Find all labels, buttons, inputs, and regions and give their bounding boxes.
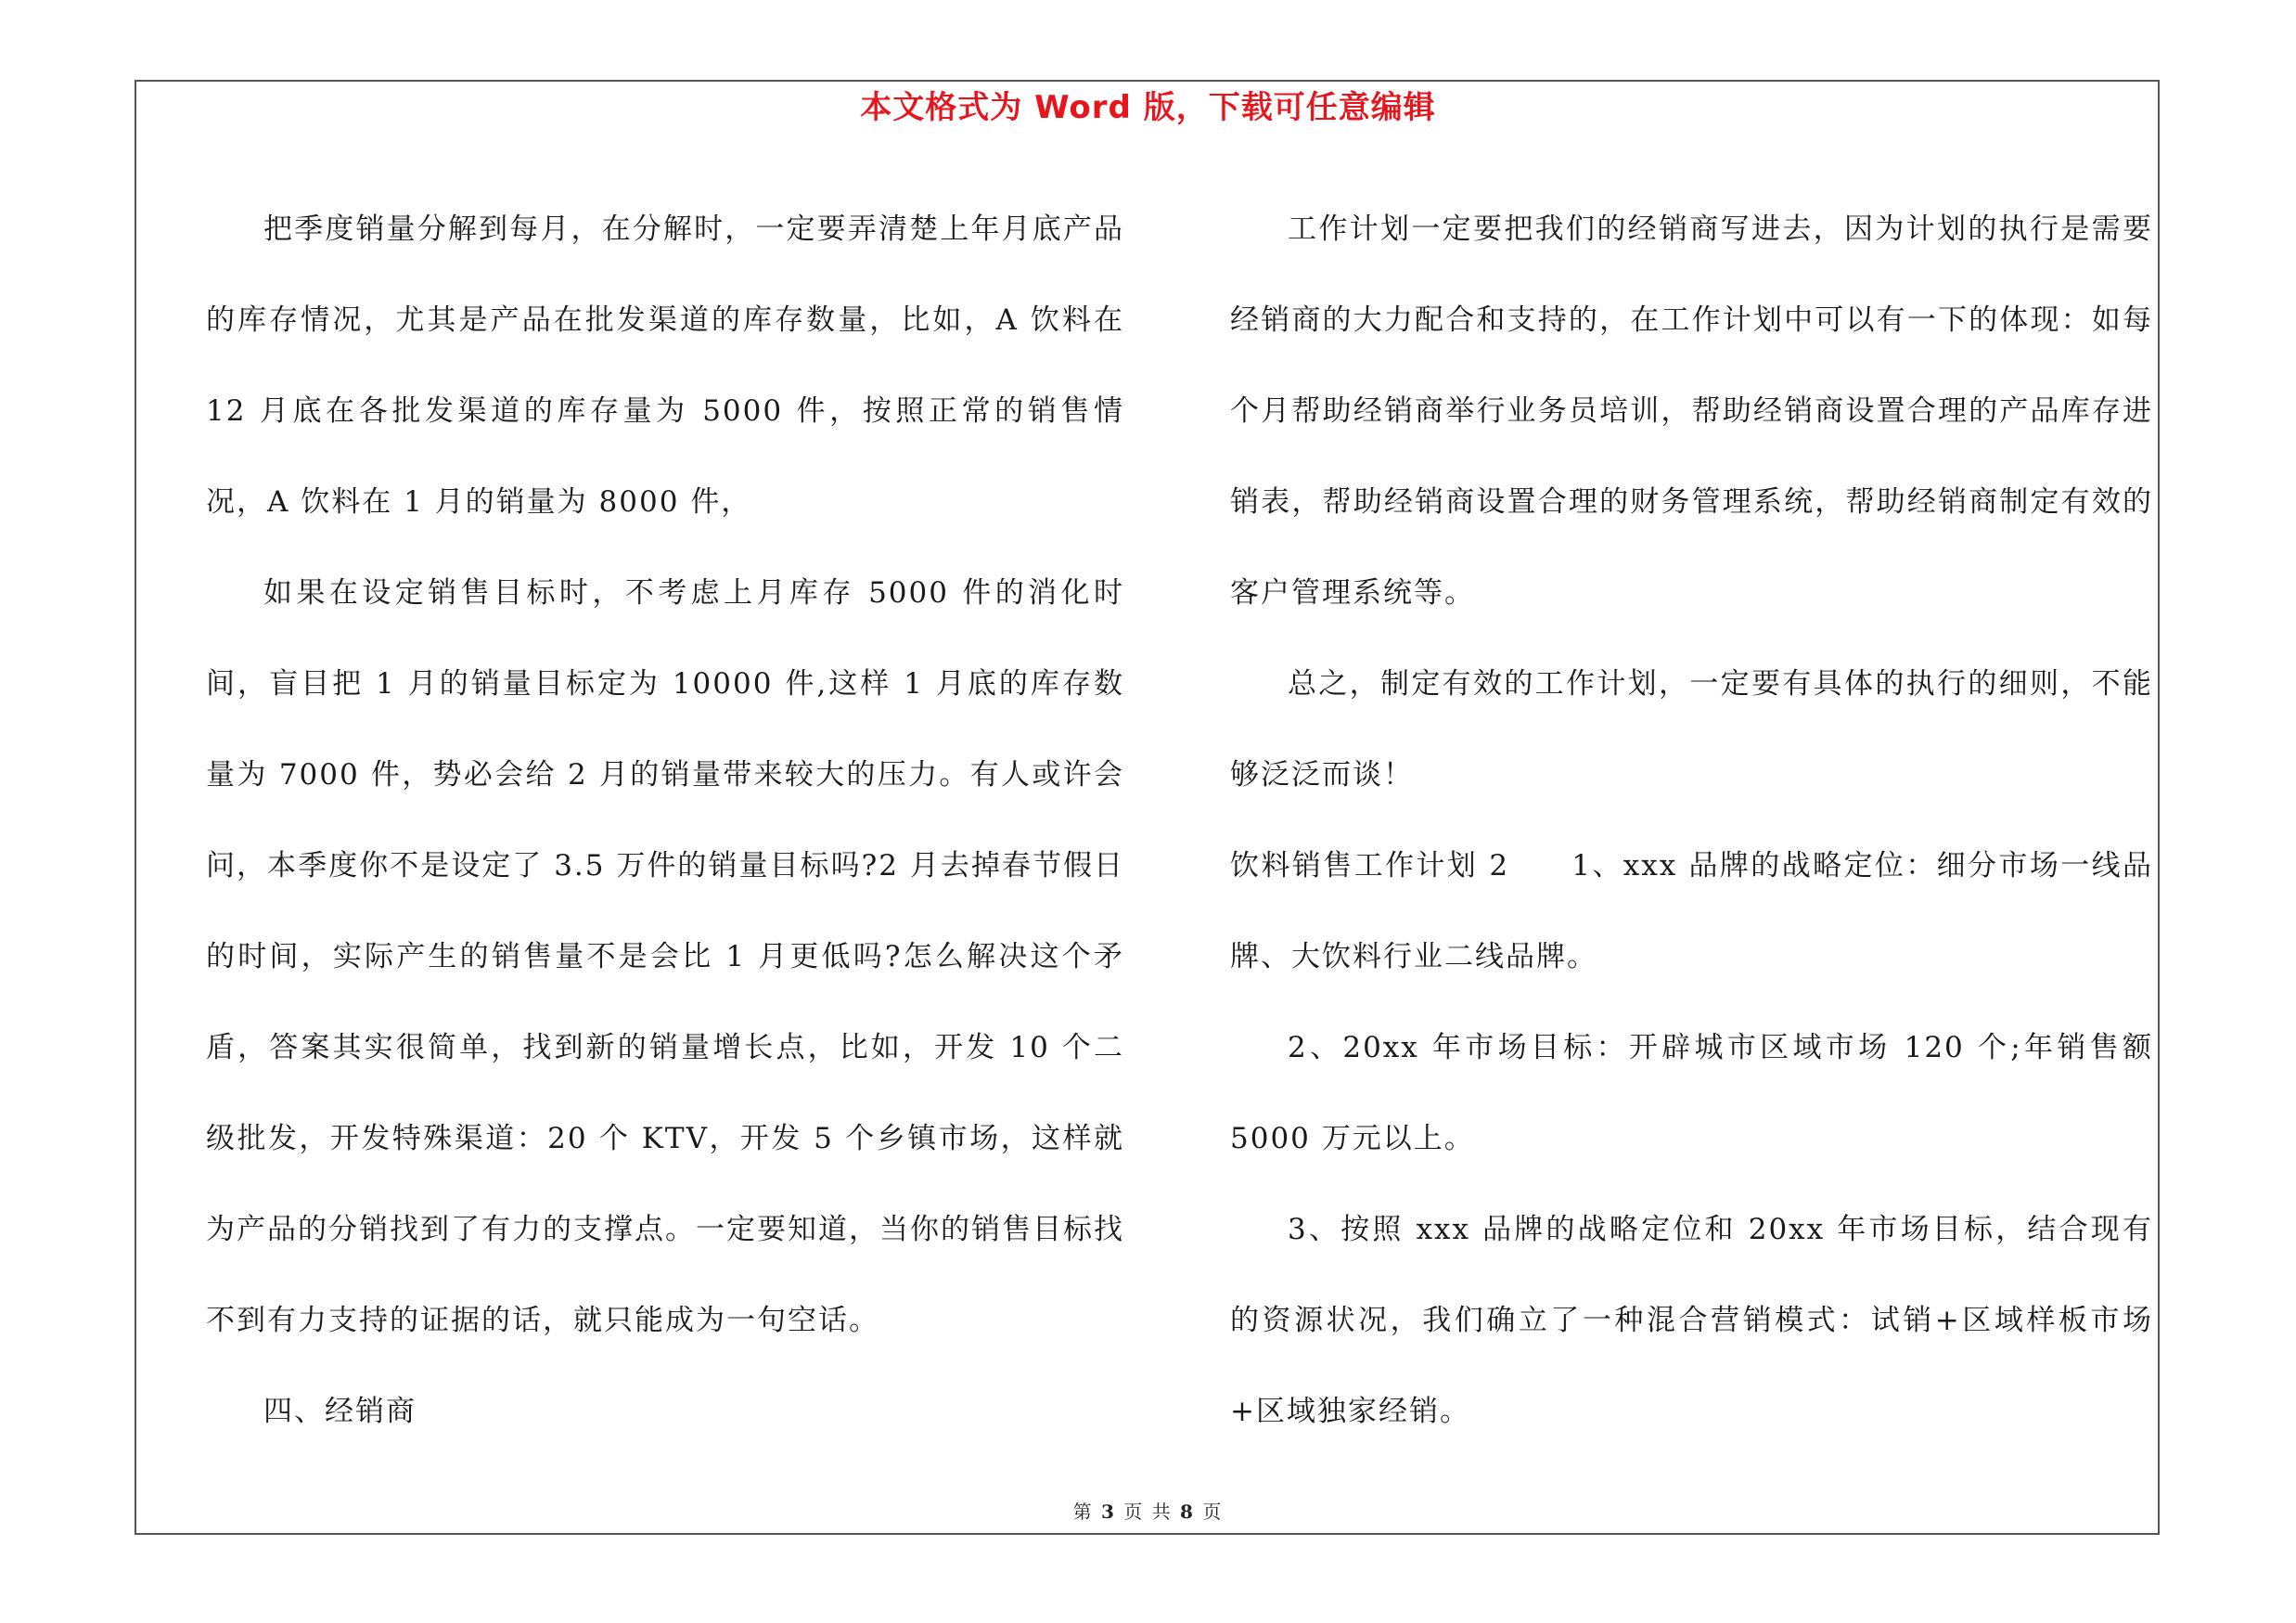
footer-middle: 页 共: [1123, 1501, 1173, 1523]
paragraph: 3、按照 xxx 品牌的战略定位和 20xx 年市场目标，结合现有的资源状况，我们确立了一种混合营销模式：试销+区域样板市场+区域独家经销。: [1230, 1213, 2153, 1428]
footer-suffix: 页: [1202, 1501, 1224, 1523]
footer-prefix: 第: [1072, 1501, 1094, 1523]
paragraph: 总之，制定有效的工作计划，一定要有具体的执行的细则，不能够泛泛而谈！: [1230, 667, 2153, 792]
total-page-number: 8: [1180, 1501, 1195, 1523]
paragraph: 工作计划一定要把我们的经销商写进去，因为计划的执行是需要经销商的大力配合和支持的，在工作计划中可以有一下的体现：如每个月帮助经销商举行业务员培训，帮助经销商设置合理的产品库存进销表，帮助经销商设置合理的财务管理系统，帮助经销商制定有效的客户管理系统等。: [1230, 213, 2153, 610]
current-page-number: 3: [1101, 1501, 1116, 1523]
paragraph: 如果在设定销售目标时，不考虑上月库存 5000 件的消化时间，盲目把 1 月的销量目标定为 10000 件,这样 1 月底的库存数量为 7000 件，势必会给 2 月的销量带来较大的压力。有人或许会问，本季度你不是设定了 3.5 万件的销量目标吗?2 月去掉春节假日的时间，实际产生的销售量不是会比 1 月更低吗?怎么解决这个矛盾，答案其实很简单，找到新的销量增长点，比如，开发 10 个二级批发，开发特殊渠道：20 个 KTV，开发 5 个乡镇市场，这样就为产品的分销找到了有力的支撑点。一定要知道，当你的销售目标找不到有力支持的证据的话，就只能成为一句空话。: [206, 576, 1124, 1337]
section-heading: 四、经销商: [263, 1395, 417, 1428]
paragraph: 把季度销量分解到每月，在分解时，一定要弄清楚上年月底产品的库存情况，尤其是产品在批发渠道的库存数量，比如，A 饮料在 12 月底在各批发渠道的库存量为 5000 件，按照正常的销售情况，A 饮料在 1 月的销量为 8000 件，: [206, 213, 1124, 519]
right-column: [1230, 184, 2153, 1457]
left-column: [206, 184, 1124, 1457]
plan-title-paragraph: 饮料销售工作计划 2 1、xxx 品牌的战略定位：细分市场一线品牌、大饮料行业二线品牌。: [1230, 849, 2153, 973]
paragraph: 2、20xx 年市场目标：开辟城市区域市场 120 个;年销售额 5000 万元以上。: [1230, 1031, 2153, 1155]
page-footer: [0, 1497, 2296, 1524]
format-banner: 本文格式为 Word 版，下载可任意编辑: [860, 89, 1436, 126]
